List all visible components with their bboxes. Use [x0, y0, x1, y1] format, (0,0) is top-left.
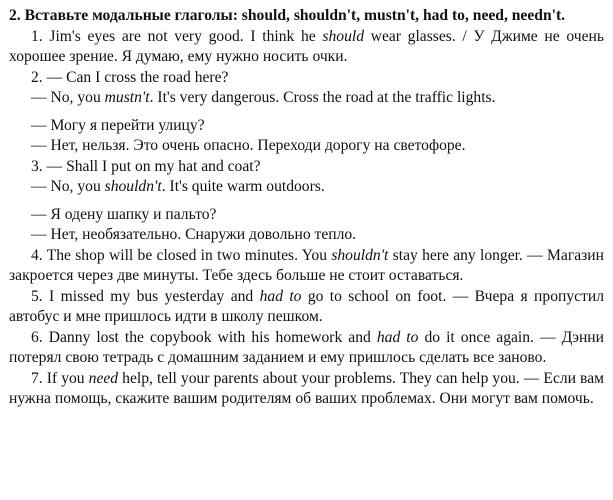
sentence-5-text-b: go to school on foot. — Вчера я пропустил автобус и мне пришлось идти в школу пешком.: [9, 287, 604, 325]
sentence-3-translation-a: [9, 225, 604, 246]
sentence-2-text-a: — No, you: [31, 89, 105, 106]
sentence-2-translation-a-text: — Нет, нельзя. Это очень опасно. Переходи дорогу на светофоре.: [31, 137, 466, 154]
sentence-1: [9, 27, 604, 68]
sentence-2-question: [9, 68, 604, 89]
sentence-1-answer: should: [322, 27, 364, 45]
sentence-4: [9, 246, 604, 287]
sentence-4-text-b: stay here any longer. — Магазин закроется через две минуты. Тебе здесь больше не стоит оставаться.: [9, 246, 604, 284]
sentence-6-text-a: 6. Danny lost the copybook with his homework and: [31, 328, 377, 346]
sentence-2-question-text: 2. — Can I cross the road here?: [31, 68, 229, 86]
sentence-4-answer: shouldn't: [331, 246, 389, 264]
sentence-2-translation-a: [9, 136, 604, 157]
sentence-2-answer: mustn't: [104, 89, 150, 106]
sentence-6-text-b: do it once again. — Дэнни потерял свою тетрадь с домашним заданием и ему пришлось сделать все заново.: [9, 328, 604, 366]
sentence-3-text-b: . It's quite warm outdoors.: [161, 178, 325, 195]
sentence-7-answer: need: [88, 369, 119, 387]
sentence-5: [9, 287, 604, 328]
sentence-7-text-b: help, tell your parents about your problems. They can help you. — Если вам нужна помощь, скажите вашим родителям об ваших проблемах. Они могут вам помочь.: [9, 369, 604, 407]
sentence-5-answer: had to: [259, 287, 302, 305]
sentence-3-text-a: — No, you: [31, 178, 105, 195]
sentence-3-translation-a-text: — Нет, необязательно. Снаружи довольно тепло.: [31, 226, 357, 243]
sentence-4-text-a: 4. The shop will be closed in two minutes. You: [31, 246, 332, 264]
sentence-3-answer: shouldn't: [104, 178, 162, 195]
sentence-3-question: [9, 157, 604, 178]
sentence-3-translation-q-text: — Я одену шапку и пальто?: [31, 205, 217, 223]
sentence-7: [9, 369, 604, 410]
sentence-2-translation-q-text: — Могу я перейти улицу?: [31, 116, 205, 134]
sentence-1-text-a: 1. Jim's eyes are not very good. I think he: [31, 27, 323, 45]
sentence-3-question-text: 3. — Shall I put on my hat and coat?: [31, 157, 261, 175]
sentence-2-answer-line: [9, 88, 604, 109]
exercise-heading: 2. Вставьте модальные глаголы: should, shouldn't, mustn't, had to, need, needn't.: [9, 7, 566, 24]
sentence-5-text-a: 5. I missed my bus yesterday and: [31, 287, 260, 305]
sentence-2-translation-q: [9, 116, 604, 137]
sentence-3-answer-line: [9, 177, 604, 198]
sentence-6: [9, 328, 604, 369]
sentence-7-text-a: 7. If you: [31, 369, 89, 387]
sentence-3-translation-q: [9, 205, 604, 226]
sentence-6-answer: had to: [376, 328, 419, 346]
sentence-2-text-b: . It's very dangerous. Cross the road at the traffic lights.: [149, 89, 496, 106]
sentence-1-text-b: wear glasses. / У Джиме не очень хорошее зрение. Я думаю, ему нужно носить очки.: [9, 27, 604, 65]
